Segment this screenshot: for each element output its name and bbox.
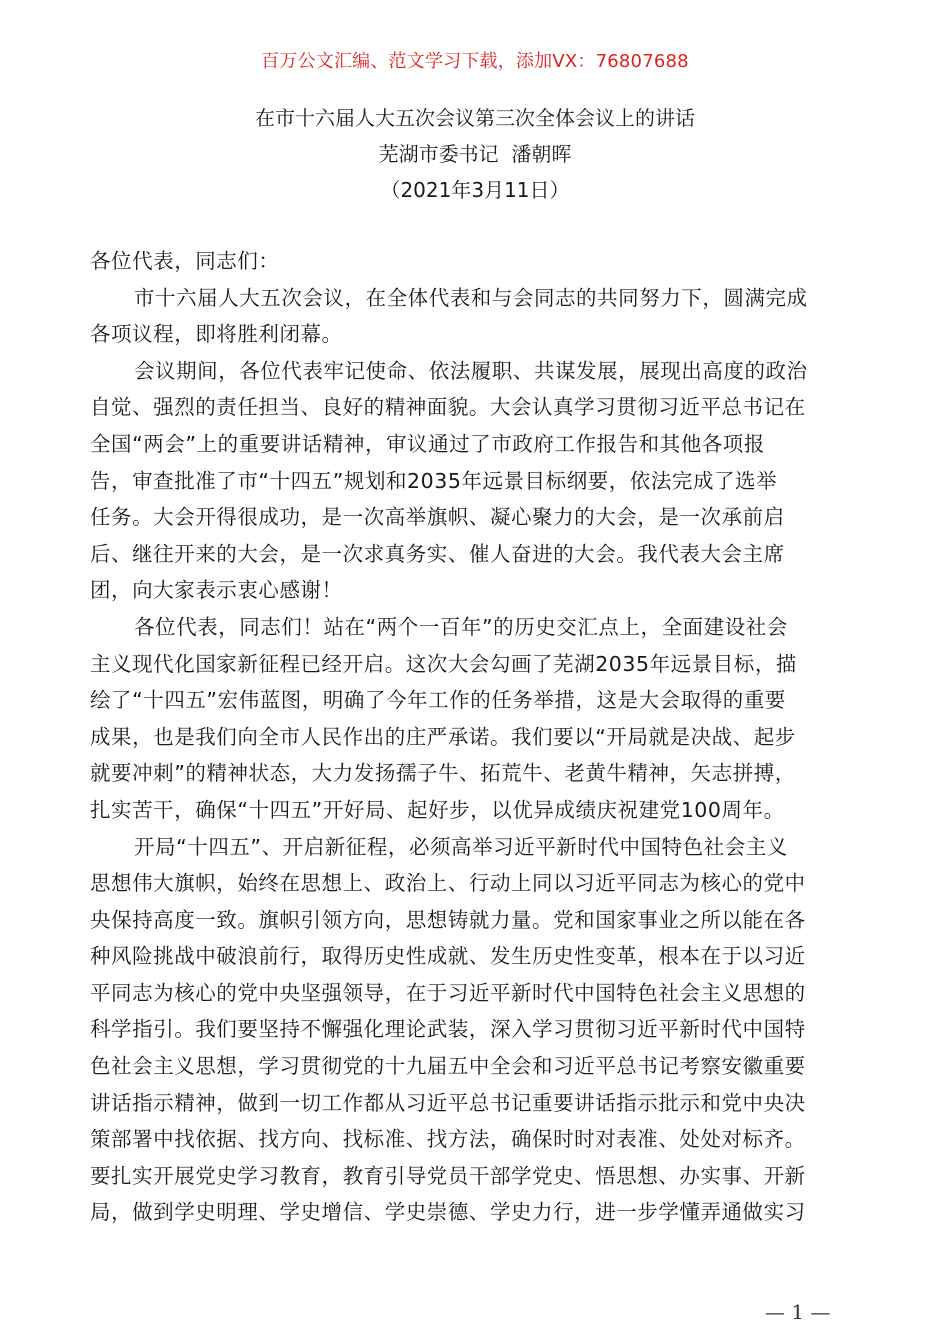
watermark-banner: 百万公文汇编、范文学习下载，添加VX：76807688 [261, 51, 689, 72]
document-body [90, 243, 860, 1231]
body-line: 扎实苦干，确保“十四五”开好局、起好步，以优异成绩庆祝建党100周年。 [90, 797, 785, 822]
body-line: 任务。大会开得很成功，是一次高举旗帜、凝心聚力的大会，是一次承前启 [90, 505, 785, 530]
body-line: 全国“两会”上的重要讲话精神，审议通过了市政府工作报告和其他各项报 [90, 431, 765, 456]
body-line: 央保持高度一致。旗帜引领方向，思想铸就力量。党和国家事业之所以能在各 [90, 907, 806, 932]
body-line: 主义现代化国家新征程已经开启。这次大会勾画了芜湖2035年远景目标，描 [90, 651, 797, 676]
date-line: （2021年3月11日） [380, 178, 570, 202]
body-line: 开局“十四五”、开启新征程，必须高举习近平新时代中国特色社会主义 [134, 834, 788, 859]
body-line: 科学指引。我们要坚持不懈强化理论武装，深入学习贯彻习近平新时代中国特 [90, 1017, 806, 1042]
body-line: 后、继往开来的大会，是一次求真务实、催人奋进的大会。我代表大会主席 [90, 541, 785, 566]
body-line: 绘了“十四五”宏伟蓝图，明确了今年工作的任务举措，这是大会取得的重要 [90, 688, 786, 713]
body-line: 各位代表，同志们！站在“两个一百年”的历史交汇点上，全面建设社会 [134, 614, 788, 639]
body-line: 局，做到学史明理、学史增信、学史崇德、学史力行，进一步学懂弄通做实习 [90, 1200, 806, 1225]
body-line: 告，审查批准了市“十四五”规划和2035年远景目标纲要，依法完成了选举 [90, 468, 778, 493]
body-line: 成果，也是我们向全市人民作出的庄严承诺。我们要以“开局就是决战、起步 [90, 724, 796, 749]
body-line: 色社会主义思想，学习贯彻党的十九届五中全会和习近平总书记考察安徽重要 [90, 1054, 806, 1079]
body-line: 各项议程，即将胜利闭幕。 [90, 322, 343, 347]
author-line: 芜湖市委书记 潘朝晖 [378, 142, 572, 166]
body-line: 平同志为核心的党中央坚强领导，在于习近平新时代中国特色社会主义思想的 [90, 980, 806, 1005]
body-line: 种风险挑战中破浪前行，取得历史性成就、发生历史性变革，根本在于以习近 [90, 944, 806, 969]
body-line: 市十六届人大五次会议，在全体代表和与会同志的共同努力下，圆满完成 [134, 285, 808, 310]
body-line: 就要冲刺”的精神状态，大力发扬孺子牛、拓荒牛、老黄牛精神，矢志拼搏， [90, 761, 796, 786]
body-line: 会议期间，各位代表牢记使命、依法履职、共谋发展，展现出高度的政治 [134, 358, 808, 383]
body-line: 各位代表，同志们： [90, 249, 280, 273]
body-line: 思想伟大旗帜，始终在思想上、政治上、行动上同以习近平同志为核心的党中 [90, 871, 806, 896]
page-number: — 1 — [765, 1300, 831, 1324]
body-line: 自觉、强烈的责任担当、良好的精神面貌。大会认真学习贯彻习近平总书记在 [90, 395, 806, 420]
body-line: 要扎实开展党史学习教育，教育引导党员干部学党史、悟思想、办实事、开新 [90, 1163, 806, 1188]
body-line: 讲话指示精神，做到一切工作都从习近平总书记重要讲话指示批示和党中央决 [90, 1090, 806, 1115]
document-title: 在市十六届人大五次会议第三次全体会议上的讲话 [255, 106, 695, 130]
body-line: 策部署中找依据、找方向、找标准、找方法，确保时时对表准、处处对标齐。 [90, 1127, 806, 1152]
title-block [0, 100, 950, 208]
body-line: 团，向大家表示衷心感谢！ [90, 578, 343, 603]
